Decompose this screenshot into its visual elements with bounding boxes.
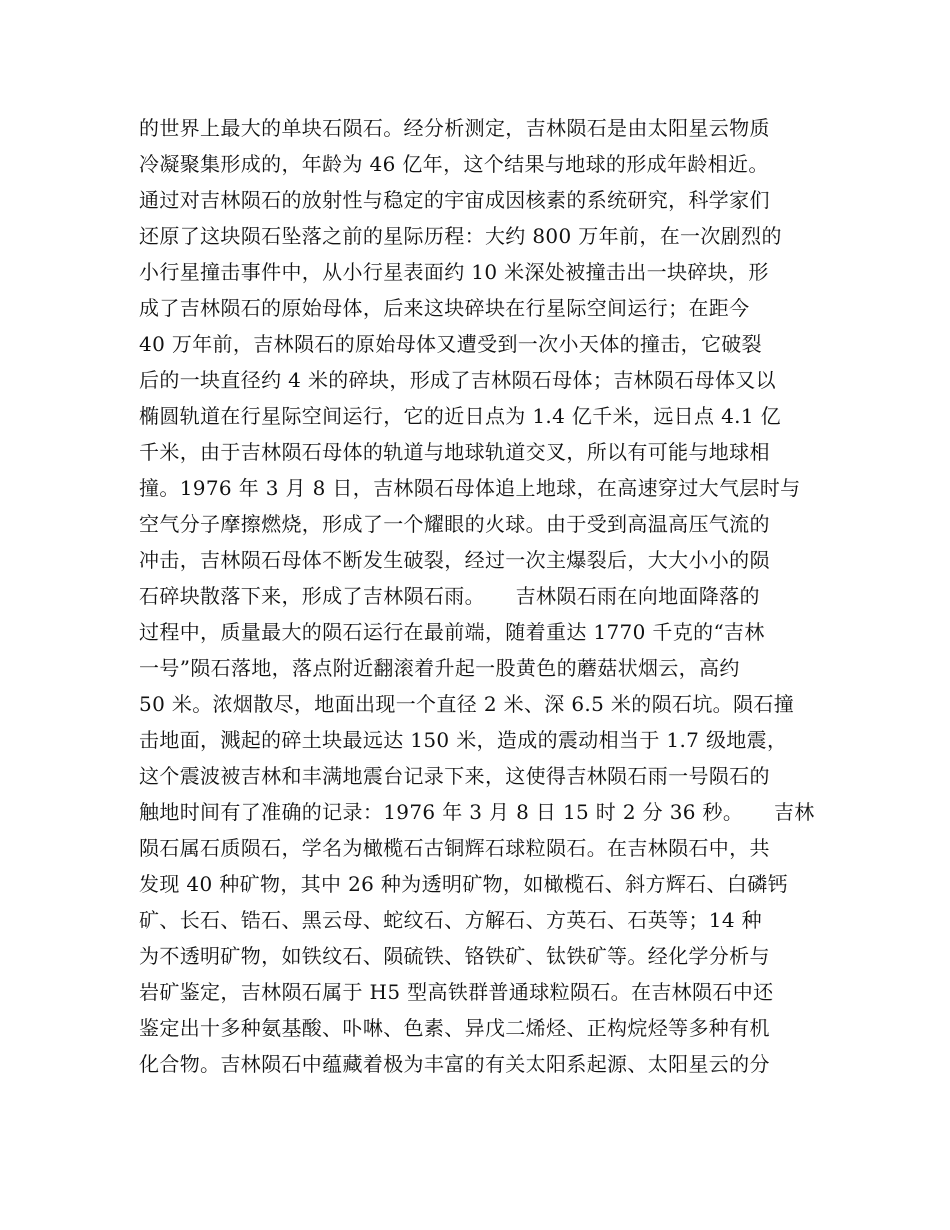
text-line: 石碎块散落下来，形成了吉林陨石雨。 吉林陨石雨在向地面降落的 — [139, 584, 760, 608]
text-line: 还原了这块陨石坠落之前的星际历程：大约 800 万年前，在一次剧烈的 — [139, 224, 782, 248]
text-line: 50 米。浓烟散尽，地面出现一个直径 2 米、深 6.5 米的陨石坑。陨石撞 — [139, 692, 795, 716]
text-line: 后的一块直径约 4 米的碎块，形成了吉林陨石母体；吉林陨石母体又以 — [139, 368, 776, 392]
text-line: 空气分子摩擦燃烧，形成了一个耀眼的火球。由于受到高温高压气流的 — [139, 512, 770, 536]
text-line: 鉴定出十多种氨基酸、卟啉、色素、异戊二烯烃、正构烷烃等多种有机 — [139, 1016, 770, 1040]
text-line: 冷凝聚集形成的，年龄为 46 亿年，这个结果与地球的形成年龄相近。 — [139, 152, 769, 176]
text-line: 触地时间有了准确的记录：1976 年 3 月 8 日 15 时 2 分 36 秒。 吉林 — [139, 800, 815, 824]
text-line: 矿、长石、锆石、黑云母、蛇纹石、方解石、方英石、石英等；14 种 — [139, 908, 763, 932]
text-line: 过程中，质量最大的陨石运行在最前端，随着重达 1770 千克的“吉林 — [139, 620, 765, 644]
text-line: 的世界上最大的单块石陨石。经分析测定，吉林陨石是由太阳星云物质 — [139, 116, 770, 140]
text-line: 这个震波被吉林和丰满地震台记录下来，这使得吉林陨石雨一号陨石的 — [139, 764, 770, 788]
text-line: 发现 40 种矿物，其中 26 种为透明矿物，如橄榄石、斜方辉石、白磷钙 — [139, 872, 788, 896]
text-line: 为不透明矿物，如铁纹石、陨硫铁、铬铁矿、钛铁矿等。经化学分析与 — [139, 944, 770, 968]
text-line: 小行星撞击事件中，从小行星表面约 10 米深处被撞击出一块碎块，形 — [139, 260, 769, 284]
text-line: 椭圆轨道在行星际空间运行，它的近日点为 1.4 亿千米，远日点 4.1 亿 — [139, 404, 781, 428]
text-line: 成了吉林陨石的原始母体，后来这块碎块在行星际空间运行；在距今 — [139, 296, 750, 320]
text-line: 冲击，吉林陨石母体不断发生破裂，经过一次主爆裂后，大大小小的陨 — [139, 548, 770, 572]
text-line: 岩矿鉴定，吉林陨石属于 H5 型高铁群普通球粒陨石。在吉林陨石中还 — [139, 980, 774, 1004]
text-line: 陨石属石质陨石，学名为橄榄石古铜辉石球粒陨石。在吉林陨石中，共 — [139, 836, 770, 860]
text-line: 击地面，溅起的碎土块最远达 150 米，造成的震动相当于 1.7 级地震， — [139, 728, 788, 752]
body-text — [139, 110, 819, 1082]
text-line: 通过对吉林陨石的放射性与稳定的宇宙成因核素的系统研究，科学家们 — [139, 188, 770, 212]
text-line: 千米，由于吉林陨石母体的轨道与地球轨道交叉，所以有可能与地球相 — [139, 440, 770, 464]
text-line: 化合物。吉林陨石中蕴藏着极为丰富的有关太阳系起源、太阳星云的分 — [139, 1052, 770, 1076]
text-line: 撞。1976 年 3 月 8 日，吉林陨石母体追上地球，在高速穿过大气层时与 — [139, 476, 801, 500]
text-line: 40 万年前，吉林陨石的原始母体又遭受到一次小天体的撞击，它破裂 — [139, 332, 763, 356]
text-line: 一号”陨石落地，落点附近翻滚着升起一股黄色的蘑菇状烟云，高约 — [139, 656, 740, 680]
